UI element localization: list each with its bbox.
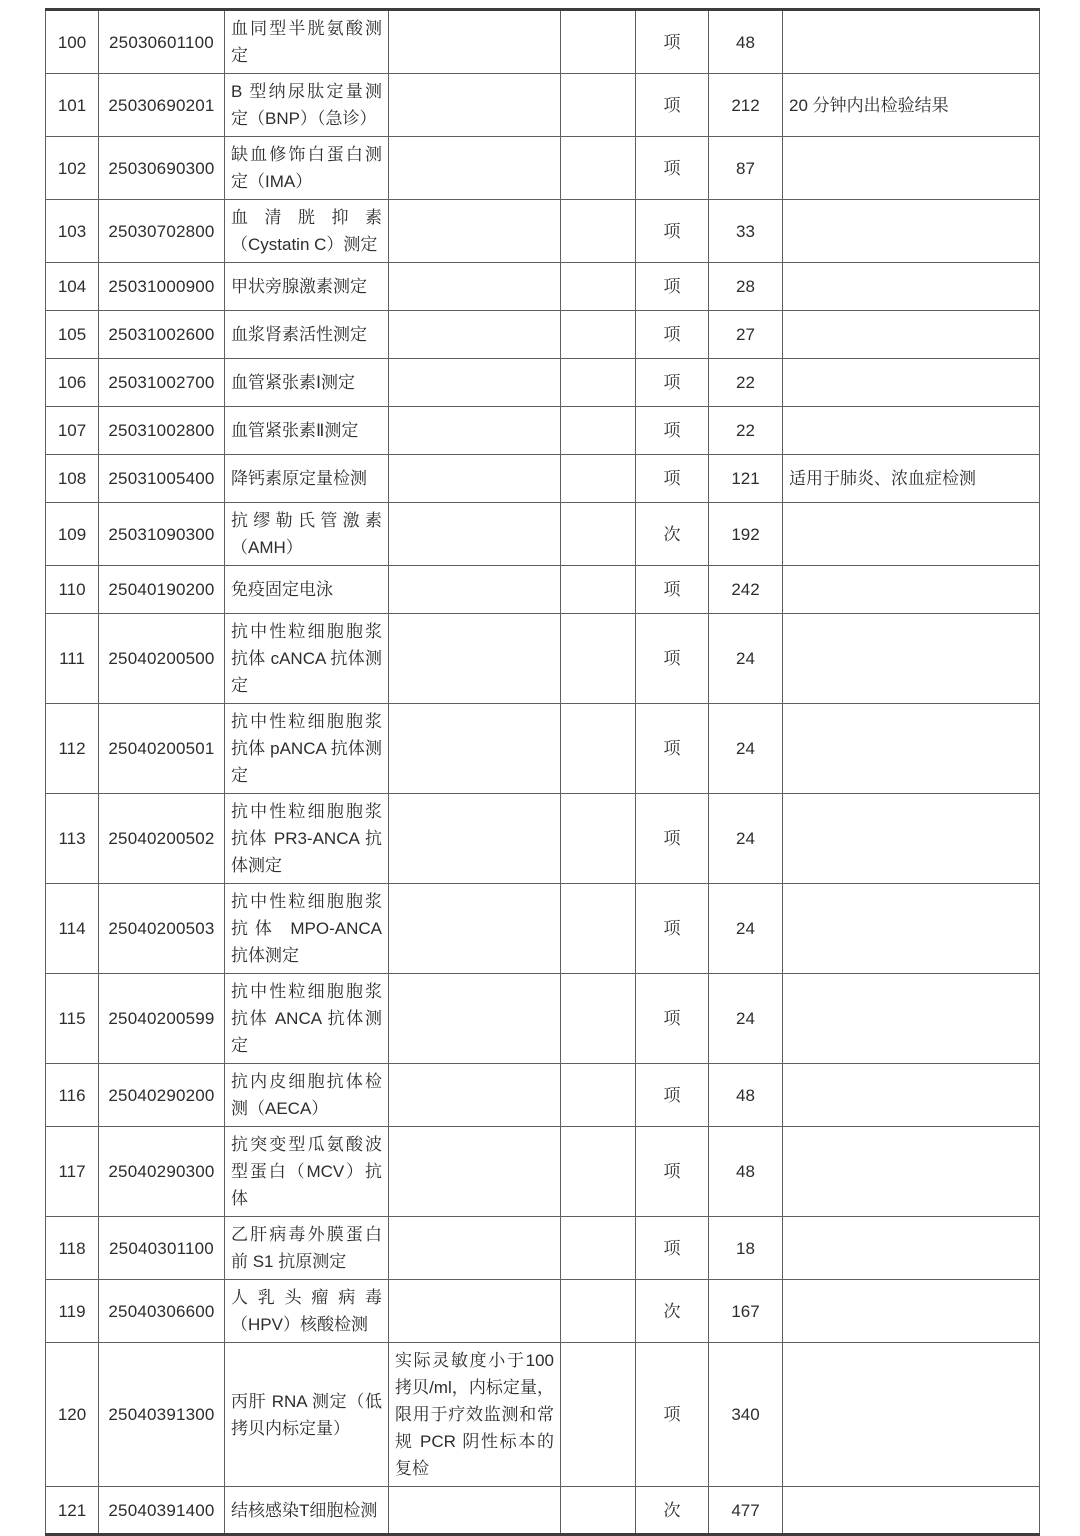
table-row [46, 359, 1040, 407]
code-cell: 25040301100 [99, 1217, 225, 1280]
medical-service-price-table [45, 8, 1040, 1536]
index-cell: 111 [46, 614, 99, 704]
unit-cell: 项 [636, 614, 709, 704]
unit-cell: 项 [636, 1064, 709, 1127]
code-cell: 25031090300 [99, 503, 225, 566]
index-cell: 102 [46, 137, 99, 200]
price-cell: 24 [709, 704, 783, 794]
name-cell: 抗内皮细胞抗体检测（AECA） [225, 1064, 389, 1127]
index-cell: 100 [46, 10, 99, 74]
index-cell: 120 [46, 1343, 99, 1487]
table-row [46, 74, 1040, 137]
unit-cell: 项 [636, 200, 709, 263]
index-cell: 104 [46, 263, 99, 311]
table-row [46, 10, 1040, 74]
note-cell [783, 1217, 1040, 1280]
note-cell [783, 311, 1040, 359]
price-cell: 212 [709, 74, 783, 137]
price-cell: 22 [709, 407, 783, 455]
code-cell: 25031002700 [99, 359, 225, 407]
price-cell: 477 [709, 1487, 783, 1535]
spacer-cell [561, 1280, 636, 1343]
price-cell: 340 [709, 1343, 783, 1487]
code-cell: 25040200503 [99, 884, 225, 974]
table-row [46, 974, 1040, 1064]
name-cell: 缺血修饰白蛋白测定（IMA） [225, 137, 389, 200]
table-row [46, 200, 1040, 263]
spacer-cell [561, 200, 636, 263]
index-cell: 106 [46, 359, 99, 407]
desc-cell [389, 359, 561, 407]
index-cell: 116 [46, 1064, 99, 1127]
desc-cell: 实际灵敏度小于100拷贝/ml，内标定量，限用于疗效监测和常规 PCR 阴性标本的复检 [389, 1343, 561, 1487]
spacer-cell [561, 503, 636, 566]
table-row [46, 1217, 1040, 1280]
unit-cell: 项 [636, 1217, 709, 1280]
spacer-cell [561, 359, 636, 407]
note-cell [783, 200, 1040, 263]
index-cell: 109 [46, 503, 99, 566]
unit-cell: 次 [636, 503, 709, 566]
note-cell [783, 884, 1040, 974]
table-row [46, 455, 1040, 503]
price-cell: 192 [709, 503, 783, 566]
price-cell: 24 [709, 614, 783, 704]
desc-cell [389, 455, 561, 503]
index-cell: 114 [46, 884, 99, 974]
note-cell: 适用于肺炎、浓血症检测 [783, 455, 1040, 503]
table-row [46, 1280, 1040, 1343]
price-cell: 24 [709, 884, 783, 974]
table-row [46, 137, 1040, 200]
desc-cell [389, 10, 561, 74]
desc-cell [389, 1127, 561, 1217]
price-cell: 28 [709, 263, 783, 311]
index-cell: 112 [46, 704, 99, 794]
unit-cell: 项 [636, 74, 709, 137]
unit-cell: 次 [636, 1280, 709, 1343]
desc-cell [389, 1217, 561, 1280]
unit-cell: 项 [636, 704, 709, 794]
index-cell: 101 [46, 74, 99, 137]
table-row [46, 704, 1040, 794]
spacer-cell [561, 794, 636, 884]
note-cell [783, 407, 1040, 455]
spacer-cell [561, 407, 636, 455]
table-row [46, 794, 1040, 884]
spacer-cell [561, 263, 636, 311]
spacer-cell [561, 1127, 636, 1217]
index-cell: 107 [46, 407, 99, 455]
code-cell: 25031002600 [99, 311, 225, 359]
code-cell: 25040200500 [99, 614, 225, 704]
table-row [46, 263, 1040, 311]
unit-cell: 次 [636, 1487, 709, 1535]
note-cell [783, 614, 1040, 704]
note-cell [783, 1127, 1040, 1217]
price-cell: 22 [709, 359, 783, 407]
name-cell: 抗缪勒氏管激素（AMH） [225, 503, 389, 566]
index-cell: 118 [46, 1217, 99, 1280]
table-row [46, 311, 1040, 359]
desc-cell [389, 137, 561, 200]
spacer-cell [561, 1217, 636, 1280]
unit-cell: 项 [636, 137, 709, 200]
code-cell: 25031005400 [99, 455, 225, 503]
unit-cell: 项 [636, 359, 709, 407]
index-cell: 105 [46, 311, 99, 359]
code-cell: 25040190200 [99, 566, 225, 614]
name-cell: 血浆肾素活性测定 [225, 311, 389, 359]
index-cell: 110 [46, 566, 99, 614]
index-cell: 103 [46, 200, 99, 263]
spacer-cell [561, 74, 636, 137]
name-cell: 结核感染T细胞检测 [225, 1487, 389, 1535]
price-cell: 27 [709, 311, 783, 359]
index-cell: 115 [46, 974, 99, 1064]
code-cell: 25030601100 [99, 10, 225, 74]
desc-cell [389, 74, 561, 137]
desc-cell [389, 1487, 561, 1535]
price-cell: 48 [709, 1127, 783, 1217]
code-cell: 25040306600 [99, 1280, 225, 1343]
unit-cell: 项 [636, 455, 709, 503]
price-cell: 48 [709, 1064, 783, 1127]
code-cell: 25031000900 [99, 263, 225, 311]
code-cell: 25040290300 [99, 1127, 225, 1217]
name-cell: 抗中性粒细胞胞浆抗体 MPO-ANCA 抗体测定 [225, 884, 389, 974]
price-cell: 18 [709, 1217, 783, 1280]
name-cell: 人乳头瘤病毒（HPV）核酸检测 [225, 1280, 389, 1343]
unit-cell: 项 [636, 10, 709, 74]
spacer-cell [561, 10, 636, 74]
price-cell: 167 [709, 1280, 783, 1343]
price-cell: 121 [709, 455, 783, 503]
name-cell: 抗突变型瓜氨酸波型蛋白（MCV）抗体 [225, 1127, 389, 1217]
note-cell [783, 137, 1040, 200]
desc-cell [389, 704, 561, 794]
note-cell [783, 974, 1040, 1064]
spacer-cell [561, 311, 636, 359]
table-row [46, 566, 1040, 614]
note-cell [783, 1487, 1040, 1535]
table-row [46, 407, 1040, 455]
name-cell: 血清胱抑素（Cystatin C）测定 [225, 200, 389, 263]
code-cell: 25040200599 [99, 974, 225, 1064]
table-row [46, 884, 1040, 974]
code-cell: 25040200502 [99, 794, 225, 884]
desc-cell [389, 407, 561, 455]
note-cell [783, 704, 1040, 794]
price-cell: 24 [709, 974, 783, 1064]
desc-cell [389, 614, 561, 704]
index-cell: 119 [46, 1280, 99, 1343]
spacer-cell [561, 566, 636, 614]
note-cell [783, 503, 1040, 566]
spacer-cell [561, 974, 636, 1064]
desc-cell [389, 503, 561, 566]
price-cell: 33 [709, 200, 783, 263]
table-row [46, 1487, 1040, 1535]
name-cell: 丙肝 RNA 测定（低拷贝内标定量） [225, 1343, 389, 1487]
note-cell [783, 794, 1040, 884]
price-cell: 24 [709, 794, 783, 884]
code-cell: 25040391400 [99, 1487, 225, 1535]
spacer-cell [561, 884, 636, 974]
index-cell: 108 [46, 455, 99, 503]
spacer-cell [561, 614, 636, 704]
desc-cell [389, 566, 561, 614]
name-cell: B 型纳尿肽定量测定（BNP）（急诊） [225, 74, 389, 137]
table-row [46, 614, 1040, 704]
code-cell: 25040200501 [99, 704, 225, 794]
note-cell: 20 分钟内出检验结果 [783, 74, 1040, 137]
unit-cell: 项 [636, 263, 709, 311]
price-cell: 87 [709, 137, 783, 200]
note-cell [783, 10, 1040, 74]
name-cell: 降钙素原定量检测 [225, 455, 389, 503]
index-cell: 121 [46, 1487, 99, 1535]
unit-cell: 项 [636, 794, 709, 884]
index-cell: 113 [46, 794, 99, 884]
table-row [46, 1127, 1040, 1217]
price-cell: 48 [709, 10, 783, 74]
name-cell: 抗中性粒细胞胞浆抗体 cANCA 抗体测定 [225, 614, 389, 704]
spacer-cell [561, 455, 636, 503]
desc-cell [389, 884, 561, 974]
desc-cell [389, 1064, 561, 1127]
price-table-body [46, 10, 1040, 1535]
desc-cell [389, 263, 561, 311]
note-cell [783, 263, 1040, 311]
spacer-cell [561, 1487, 636, 1535]
desc-cell [389, 794, 561, 884]
spacer-cell [561, 137, 636, 200]
note-cell [783, 1064, 1040, 1127]
name-cell: 血管紧张素Ⅱ测定 [225, 407, 389, 455]
name-cell: 抗中性粒细胞胞浆抗体 ANCA 抗体测定 [225, 974, 389, 1064]
code-cell: 25031002800 [99, 407, 225, 455]
desc-cell [389, 1280, 561, 1343]
code-cell: 25040391300 [99, 1343, 225, 1487]
name-cell: 血同型半胱氨酸测定 [225, 10, 389, 74]
unit-cell: 项 [636, 311, 709, 359]
unit-cell: 项 [636, 566, 709, 614]
name-cell: 甲状旁腺激素测定 [225, 263, 389, 311]
code-cell: 25040290200 [99, 1064, 225, 1127]
desc-cell [389, 200, 561, 263]
note-cell [783, 359, 1040, 407]
note-cell [783, 1280, 1040, 1343]
index-cell: 117 [46, 1127, 99, 1217]
code-cell: 25030690201 [99, 74, 225, 137]
name-cell: 抗中性粒细胞胞浆抗体 PR3-ANCA 抗体测定 [225, 794, 389, 884]
table-row [46, 1064, 1040, 1127]
code-cell: 25030690300 [99, 137, 225, 200]
table-row [46, 1343, 1040, 1487]
unit-cell: 项 [636, 1127, 709, 1217]
name-cell: 抗中性粒细胞胞浆抗体 pANCA 抗体测定 [225, 704, 389, 794]
name-cell: 血管紧张素Ⅰ测定 [225, 359, 389, 407]
spacer-cell [561, 704, 636, 794]
desc-cell [389, 311, 561, 359]
desc-cell [389, 974, 561, 1064]
unit-cell: 项 [636, 884, 709, 974]
unit-cell: 项 [636, 974, 709, 1064]
price-cell: 242 [709, 566, 783, 614]
unit-cell: 项 [636, 1343, 709, 1487]
name-cell: 免疫固定电泳 [225, 566, 389, 614]
code-cell: 25030702800 [99, 200, 225, 263]
spacer-cell [561, 1064, 636, 1127]
unit-cell: 项 [636, 407, 709, 455]
note-cell [783, 566, 1040, 614]
table-row [46, 503, 1040, 566]
spacer-cell [561, 1343, 636, 1487]
note-cell [783, 1343, 1040, 1487]
name-cell: 乙肝病毒外膜蛋白前 S1 抗原测定 [225, 1217, 389, 1280]
